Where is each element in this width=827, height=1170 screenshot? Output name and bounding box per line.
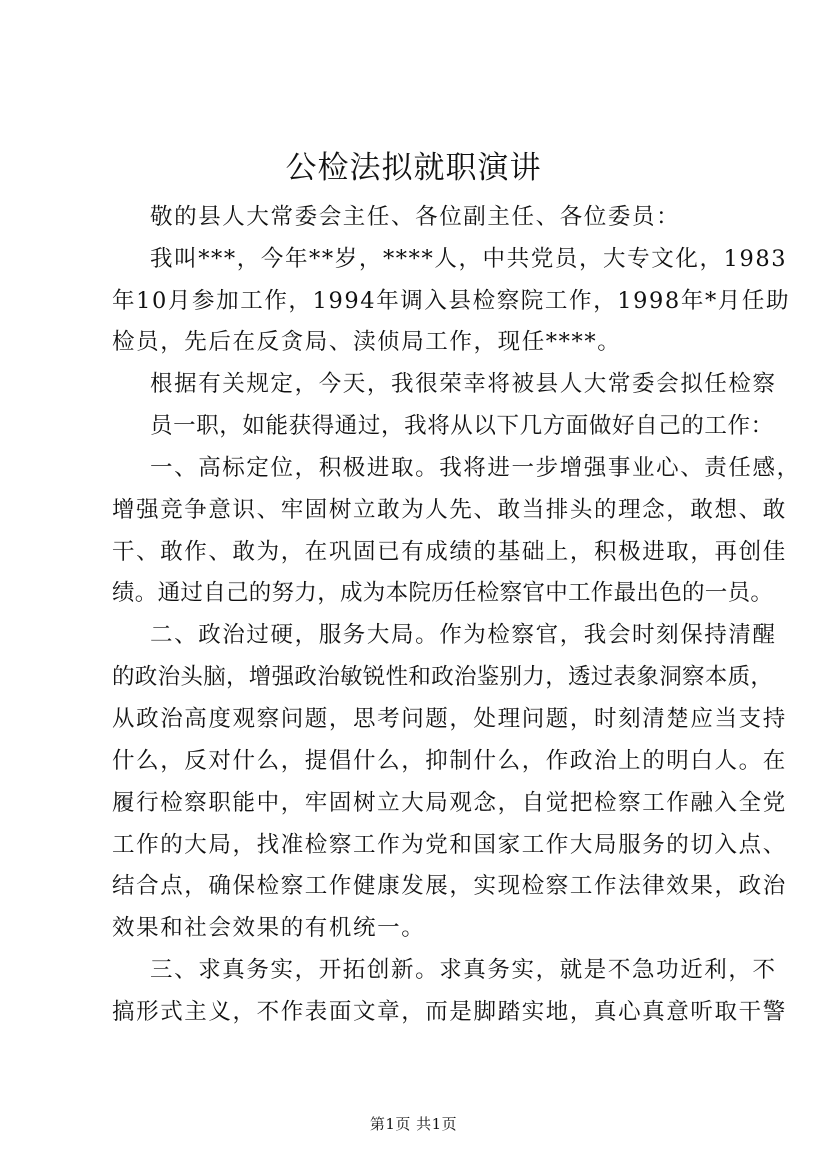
body-line: 增强竞争意识、牢固树立敢为人先、敢当排头的理念，敢想、敢	[112, 497, 787, 523]
body-line: 敬的县人大常委会主任、各位副主任、各位委员：	[150, 204, 681, 230]
body-line: 工作的大局，找准检察工作为党和国家工作大局服务的切入点、	[112, 832, 787, 858]
body-line: 三、求真务实，开拓创新。求真务实，就是不急功近利，不	[150, 957, 777, 983]
body-line: 一、高标定位，积极进取。我将进一步增强事业心、责任感，	[150, 455, 801, 481]
document-title: 公检法拟就职演讲	[285, 150, 542, 186]
body-line: 根据有关规定，今天，我很荣幸将被县人大常委会拟任检察	[150, 371, 777, 397]
body-line: 年10月参加工作，1994年调入县检察院工作，1998年*月任助	[112, 288, 791, 314]
body-line: 二、政治过硬，服务大局。作为检察官，我会时刻保持清醒	[150, 622, 777, 648]
body-line: 什么，反对什么，提倡什么，抑制什么，作政治上的明白人。在	[112, 748, 787, 774]
body-line: 我叫***，今年**岁，****人，中共党员，大专文化，1983	[150, 246, 788, 272]
body-line: 从政治高度观察问题，思考问题，处理问题，时刻清楚应当支持	[112, 706, 787, 732]
body-line: 检员，先后在反贪局、渎侦局工作，现任****。	[112, 329, 622, 355]
body-line: 效果和社会效果的有机统一。	[112, 915, 426, 941]
body-line: 干、敢作、敢为，在巩固已有成绩的基础上，积极进取，再创佳	[112, 539, 787, 565]
body-line: 员一职，如能获得通过，我将从以下几方面做好自己的工作：	[150, 413, 774, 439]
body-line: 履行检察职能中，牢固树立大局观念，自觉把检察工作融入全党	[112, 790, 787, 816]
body-line: 的政治头脑，增强政治敏锐性和政治鉴别力，透过表象洞察本质，	[112, 664, 774, 690]
body-line: 搞形式主义，不作表面文章，而是脚踏实地，真心真意听取干警	[112, 999, 787, 1025]
body-line: 绩。通过自己的努力，成为本院历任检察官中工作最出色的一员。	[112, 580, 774, 606]
page-footer: 第1页 共1页	[369, 1115, 458, 1133]
body-line: 结合点，确保检察工作健康发展，实现检察工作法律效果，政治	[112, 873, 787, 899]
